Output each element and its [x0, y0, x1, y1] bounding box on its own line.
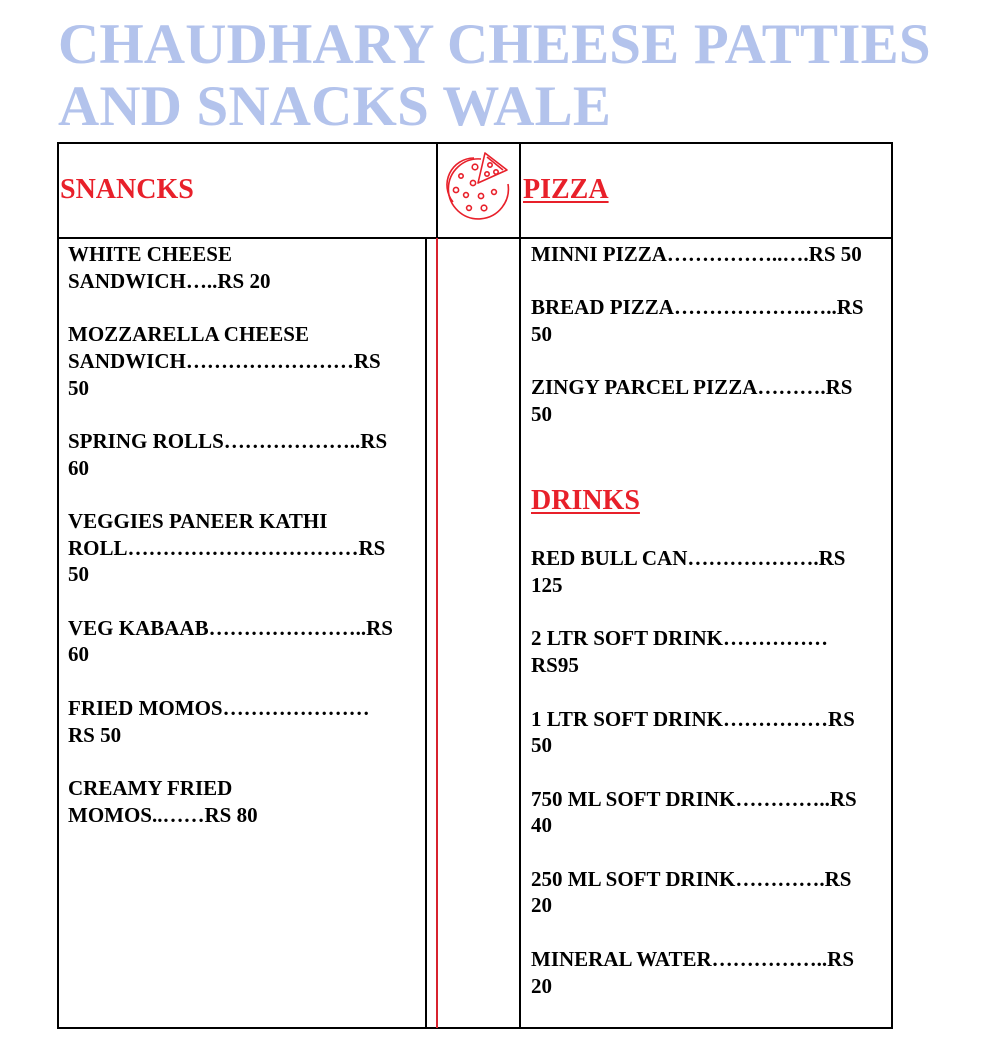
snacks-list — [68, 241, 393, 855]
table-border-bottom — [57, 1027, 893, 1029]
menu-item: FRIED MOMOS………………… RS 50 — [68, 695, 370, 747]
menu-item: CREAMY FRIED MOMOS..……RS 80 — [68, 775, 258, 827]
menu-item: MINERAL WATER……………..RS 20 — [531, 946, 855, 998]
menu-item: MINNI PIZZA……………..….RS 50 — [531, 242, 862, 266]
menu-item: VEG KABAAB…………………..RS 60 — [68, 615, 393, 667]
column-divider-inner — [425, 238, 427, 1028]
menu-item: VEGGIES PANEER KATHI ROLL……………………………RS 50 — [68, 508, 386, 587]
menu-item: MOZZARELLA CHEESE SANDWICH……………………RS 50 — [68, 322, 381, 400]
page-title: CHAUDHARY CHEESE PATTIES AND SNACKS WALE — [58, 13, 931, 138]
column-divider-red — [436, 238, 438, 1028]
table-border-top — [57, 142, 893, 144]
menu-item: ZINGY PARCEL PIZZA……….RS 50 — [531, 375, 853, 427]
column-divider-right — [519, 142, 521, 1029]
table-border-right — [891, 142, 893, 1029]
menu-item: SPRING ROLLS………………..RS 60 — [68, 428, 388, 480]
menu-item: 1 LTR SOFT DRINK……………RS 50 — [531, 706, 855, 758]
menu-item: RED BULL CAN……………….RS 125 — [531, 546, 846, 598]
snacks-heading: SNANCKS — [60, 174, 194, 205]
menu-item: 750 ML SOFT DRINK…………..RS 40 — [531, 786, 857, 838]
pizza-drinks-list — [531, 241, 864, 1026]
table-border-left — [57, 142, 59, 1029]
menu-item: 250 ML SOFT DRINK………….RS 20 — [531, 866, 852, 918]
menu-item: WHITE CHEESE SANDWICH…..RS 20 — [68, 242, 271, 293]
drinks-heading: DRINKS — [531, 484, 640, 516]
header-row-divider — [57, 237, 893, 239]
header-column-divider-left — [436, 142, 438, 238]
pizza-heading: PIZZA — [523, 174, 609, 205]
menu-item: BREAD PIZZA……………….…..RS 50 — [531, 295, 864, 347]
pizza-icon — [441, 150, 517, 226]
menu-item: 2 LTR SOFT DRINK…………… RS95 — [531, 626, 828, 678]
